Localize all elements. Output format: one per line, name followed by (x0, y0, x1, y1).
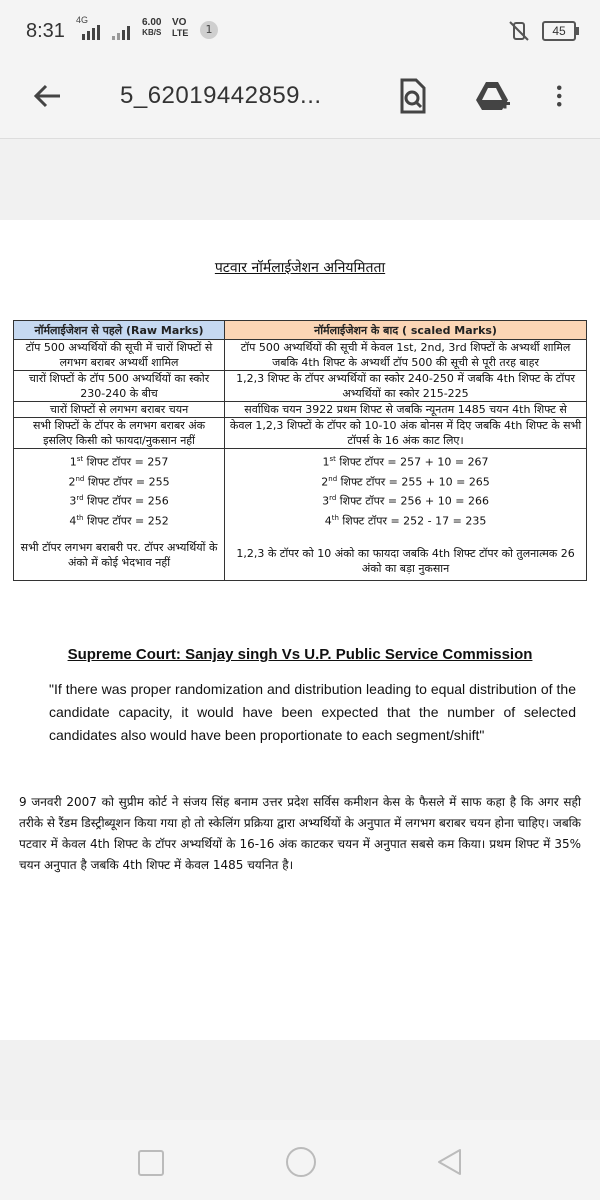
header-after: नॉर्मलाईजेशन के बाद ( scaled Marks) (225, 321, 587, 340)
system-nav-bar (0, 1120, 600, 1200)
status-bar (0, 0, 600, 62)
notification-badge: 1 (200, 21, 218, 39)
doc-heading: पटवार नॉर्मलाईजेशन अनियमितता (214, 260, 386, 276)
pdf-page[interactable] (0, 220, 600, 1040)
add-to-drive-icon[interactable] (472, 76, 512, 116)
cell-before-toppers (14, 449, 225, 581)
back-icon[interactable] (436, 1148, 462, 1176)
cell-after: केवल 1,2,3 शिफ्टों के टॉपर को 10-10 अंक बोनस में दिए जबकि 4th शिफ्ट के सभी टॉपर्स के 16 अंक काट लिए। (225, 418, 587, 449)
volte-bottom: LTE (172, 28, 189, 38)
signal-icon (82, 24, 100, 40)
signal-icon-2 (112, 24, 130, 40)
document-title: 5_62019442859... (120, 82, 322, 109)
topper-line: 2nd शिफ्ट टॉपर = 255 (68, 474, 170, 489)
speed-unit: KB/S (142, 28, 162, 37)
topper-line: 1st शिफ्ट टॉपर = 257 + 10 = 267 (322, 455, 489, 469)
back-arrow-icon[interactable] (30, 79, 64, 113)
cell-after: टॉप 500 अभ्यर्थियों की सूची में केवल 1st, 2nd, 3rd शिफ्टों के अभ्यर्थी शामिल जबकि 4th शिफ्ट के अभ्यर्थी टॉप 500 की सूची से पूरी तरह बाहर (225, 340, 587, 371)
volte-indicator (172, 18, 188, 38)
spacer (17, 530, 221, 540)
comparison-table (13, 320, 587, 581)
cell-before: टॉप 500 अभ्यर्थियों की सूची में चारों शिफ्टों से लगभग बराबर अभ्यर्थी शामिल (14, 340, 225, 371)
table-header-row (14, 321, 587, 340)
home-icon[interactable] (286, 1147, 316, 1177)
table-row-toppers (14, 449, 587, 581)
status-time: 8:31 (26, 20, 65, 42)
topper-summary-after: 1,2,3 के टॉपर को 10 अंको का फायदा जबकि 4th शिफ्ट टॉपर को तुलनात्मक 26 अंको का बड़ा नुकसान (236, 546, 575, 575)
toolbar-divider (0, 138, 600, 139)
hindi-paragraph: 9 जनवरी 2007 को सुप्रीम कोर्ट ने संजय सिंह बनाम उत्तर प्रदेश सर्विस कमीशन केस के फैसले में साफ कहा है कि अगर सही तरीके से रैंडम डिस्ट्रीब्यूशन किया गया हो तो स्केलिंग प्रक्रिया द्वारा अभ्यर्थियों के अनुपात में लगभग बराबर चयन होना चाहिए। जबकि पटवार में केवल 4th शिफ्ट के टॉपर अभ्यर्थियों के 16-16 अंक काटकर चयन में अनुपात सबसे कम किया। प्रथम शिफ्ट में 35% चयन अनुपात है जबकि 4th शिफ्ट में केवल 1485 चयनित है। (19, 795, 581, 872)
spacer (228, 530, 583, 546)
volte-top: VO (172, 17, 187, 28)
cell-before: चारों शिफ्टों से लगभग बराबर चयन (14, 402, 225, 418)
recent-apps-icon[interactable] (138, 1150, 164, 1176)
topper-line: 2nd शिफ्ट टॉपर = 255 + 10 = 265 (321, 474, 490, 489)
cell-after-toppers (225, 449, 587, 581)
more-vert-icon[interactable] (548, 76, 578, 116)
table-row (14, 371, 587, 402)
search-document-icon[interactable] (392, 76, 432, 116)
speed-value: 6.00 (142, 17, 162, 28)
topper-line: 1st शिफ्ट टॉपर = 257 (69, 455, 169, 469)
topper-line: 3rd शिफ्ट टॉपर = 256 + 10 = 266 (322, 494, 489, 508)
battery-icon: 45 (542, 21, 576, 41)
network-type: 4G (76, 15, 89, 25)
vibrate-mute-icon (508, 20, 530, 42)
table-row (14, 340, 587, 371)
court-heading: Supreme Court: Sanjay singh Vs U.P. Public Service Commission (67, 646, 533, 663)
cell-after: 1,2,3 शिफ्ट के टॉपर अभ्यर्थियों का स्कोर 240-250 में जबकि 4th शिफ्ट के टॉपर अभ्यर्थियों का स्कोर 215-225 (225, 371, 587, 402)
table-row (14, 402, 587, 418)
cell-after: सर्वाधिक चयन 3922 प्रथम शिफ्ट से जबकि न्यूनतम 1485 चयन 4th शिफ्ट से (225, 402, 587, 418)
cell-before: चारों शिफ्टों के टॉप 500 अभ्यर्थियों का स्कोर 230-240 के बीच (14, 371, 225, 402)
court-quote: "If there was proper randomization and distribution leading to equal distribution of the candidate capacity, it would have been expected that the number of selected candidates also would have been proportionate to each segment/shift" (49, 681, 576, 743)
network-speed (142, 18, 161, 38)
cell-before: सभी शिफ्टों के टॉपर के लगभग बराबर अंक इसलिए किसी को फायदा/नुकसान नहीं (14, 418, 225, 449)
topper-line: 4th शिफ्ट टॉपर = 252 (69, 513, 169, 528)
topper-line: 3rd शिफ्ट टॉपर = 256 (69, 494, 169, 508)
topper-summary-before: सभी टॉपर लगभग बराबरी पर. टॉपर अभ्यर्थियों के अंको में कोई भेदभाव नहीं (20, 540, 218, 569)
table-row (14, 418, 587, 449)
topper-line: 4th शिफ्ट टॉपर = 252 - 17 = 235 (324, 513, 487, 528)
header-before: नॉर्मलाईजेशन से पहले (Raw Marks) (14, 321, 225, 340)
app-toolbar (0, 62, 600, 138)
